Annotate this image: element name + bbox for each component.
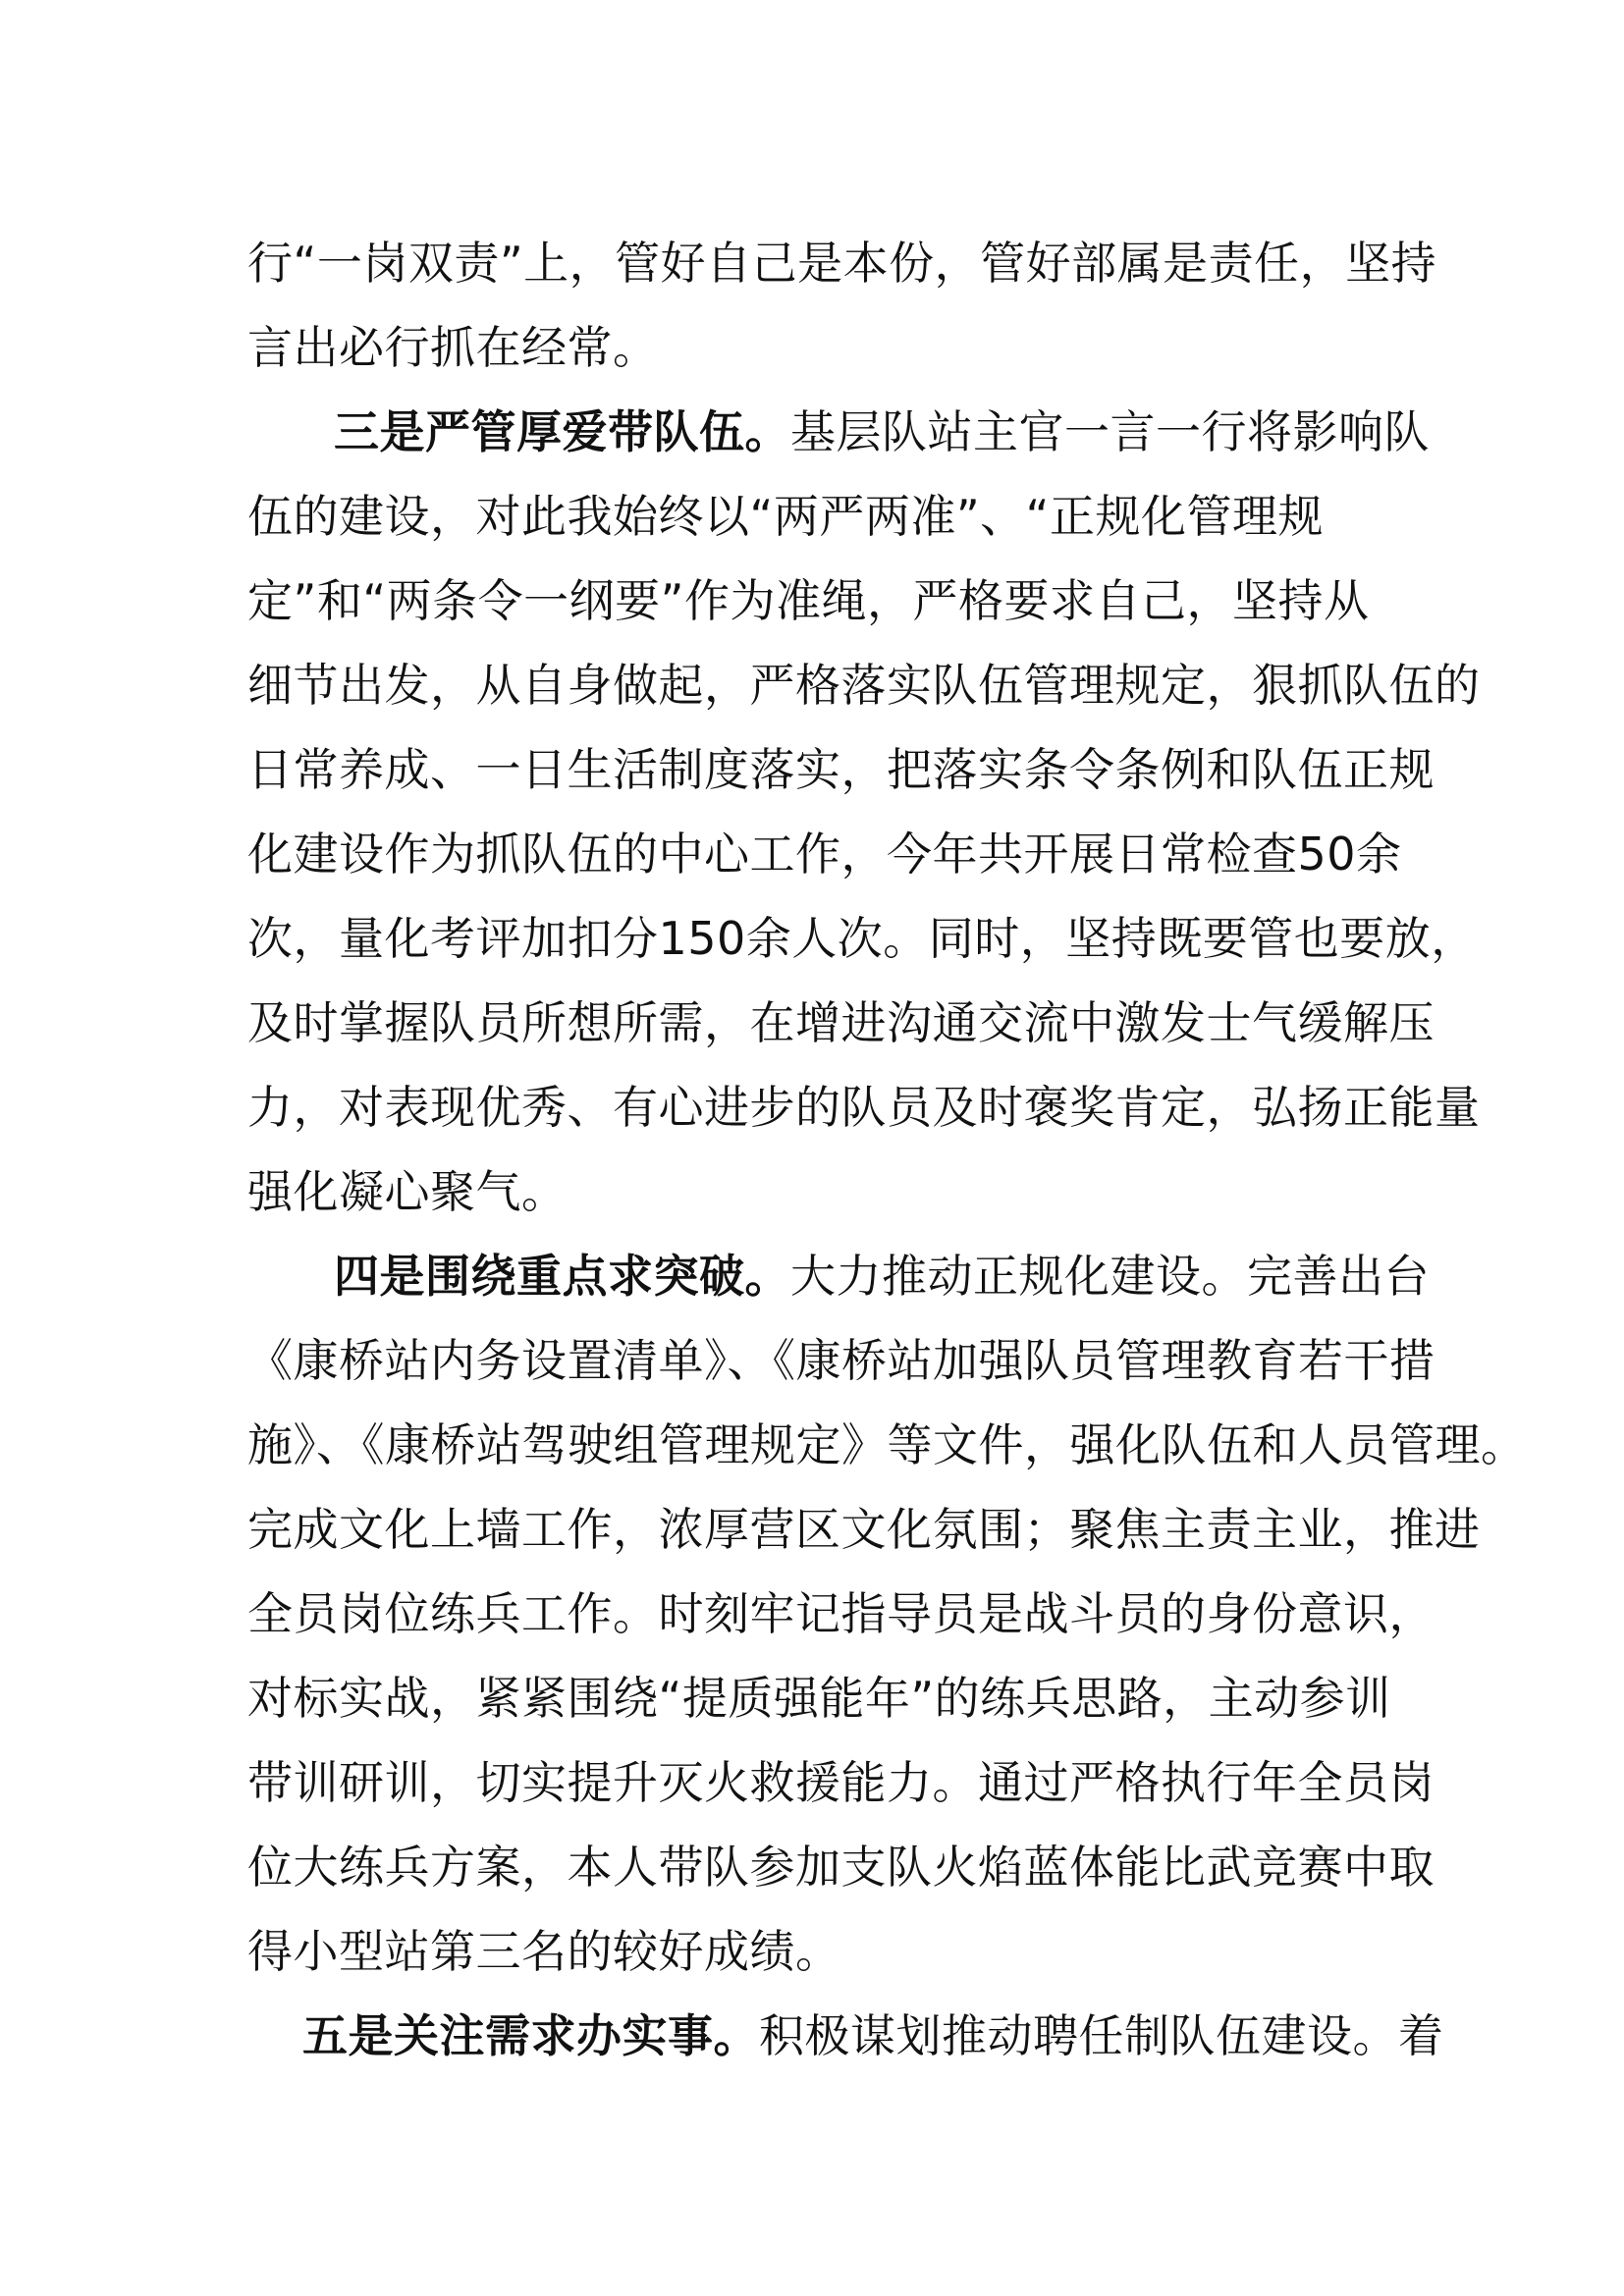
section-heading-five: 五是关注需求办实事。	[302, 2009, 759, 2062]
text-line-2: 言出必行抓在经常。	[247, 321, 659, 374]
section-heading-three: 三是严管厚爱带队伍。	[334, 405, 790, 458]
text-line-1: 行“一岗双责”上，管好自己是本份，管好部属是责任，坚持	[247, 237, 1437, 290]
text-line-19: 带训研训，切实提升灭火救援能力。通过严格执行年全员岗	[247, 1756, 1435, 1809]
text-line-4: 伍的建设，对此我始终以“两严两准”、“正规化管理规	[247, 490, 1324, 543]
text-line-17: 全员岗位练兵工作。时刻牢记指导员是战斗员的身份意识，	[247, 1587, 1435, 1640]
text-line-6: 细节出发，从自身做起，严格落实队伍管理规定，狠抓队伍的	[247, 659, 1481, 712]
text-line-16: 完成文化上墙工作，浓厚营区文化氛围；聚焦主责主业，推进	[247, 1503, 1481, 1556]
section-heading-four: 四是围绕重点求突破。	[334, 1250, 790, 1303]
text-line-18: 对标实战，紧紧围绕“提质强能年”的练兵思路，主动参训	[247, 1672, 1391, 1725]
text-line-11: 力，对表现优秀、有心进步的队员及时褒奖肯定，弘扬正能量	[247, 1081, 1481, 1134]
text-line-21: 得小型站第三名的较好成绩。	[247, 1925, 841, 1978]
text-line-12: 强化凝心聚气。	[247, 1165, 568, 1218]
text-line-14: 《康桥站内务设置清单》、《康桥站加强队员管理教育若干措	[247, 1334, 1435, 1387]
paragraph-five-first-line: 五是关注需求办实事。积极谋划推动聘任制队伍建设。着	[302, 2009, 1444, 2062]
text-line-9: 次，量化考评加扣分150余人次。同时，坚持既要管也要放，	[247, 912, 1477, 965]
text-line-20: 位大练兵方案，本人带队参加支队火焰蓝体能比武竞赛中取	[247, 1841, 1435, 1894]
text-line-7: 日常养成、一日生活制度落实，把落实条令条例和队伍正规	[247, 743, 1435, 796]
paragraph-four-first-line: 四是围绕重点求突破。大力推动正规化建设。完善出台	[334, 1250, 1430, 1303]
text-line-15: 施》、《康桥站驾驶组管理规定》等文件，强化队伍和人员管理。	[247, 1418, 1527, 1471]
text-line-8: 化建设作为抓队伍的中心工作，今年共开展日常检查50余	[247, 828, 1402, 881]
text-line-10: 及时掌握队员所想所需，在增进沟通交流中激发士气缓解压	[247, 996, 1435, 1049]
paragraph-three-first-line: 三是严管厚爱带队伍。基层队站主官一言一行将影响队	[334, 405, 1430, 458]
text-line-5: 定”和“两条令一纲要”作为准绳，严格要求自己，坚持从	[247, 574, 1370, 627]
